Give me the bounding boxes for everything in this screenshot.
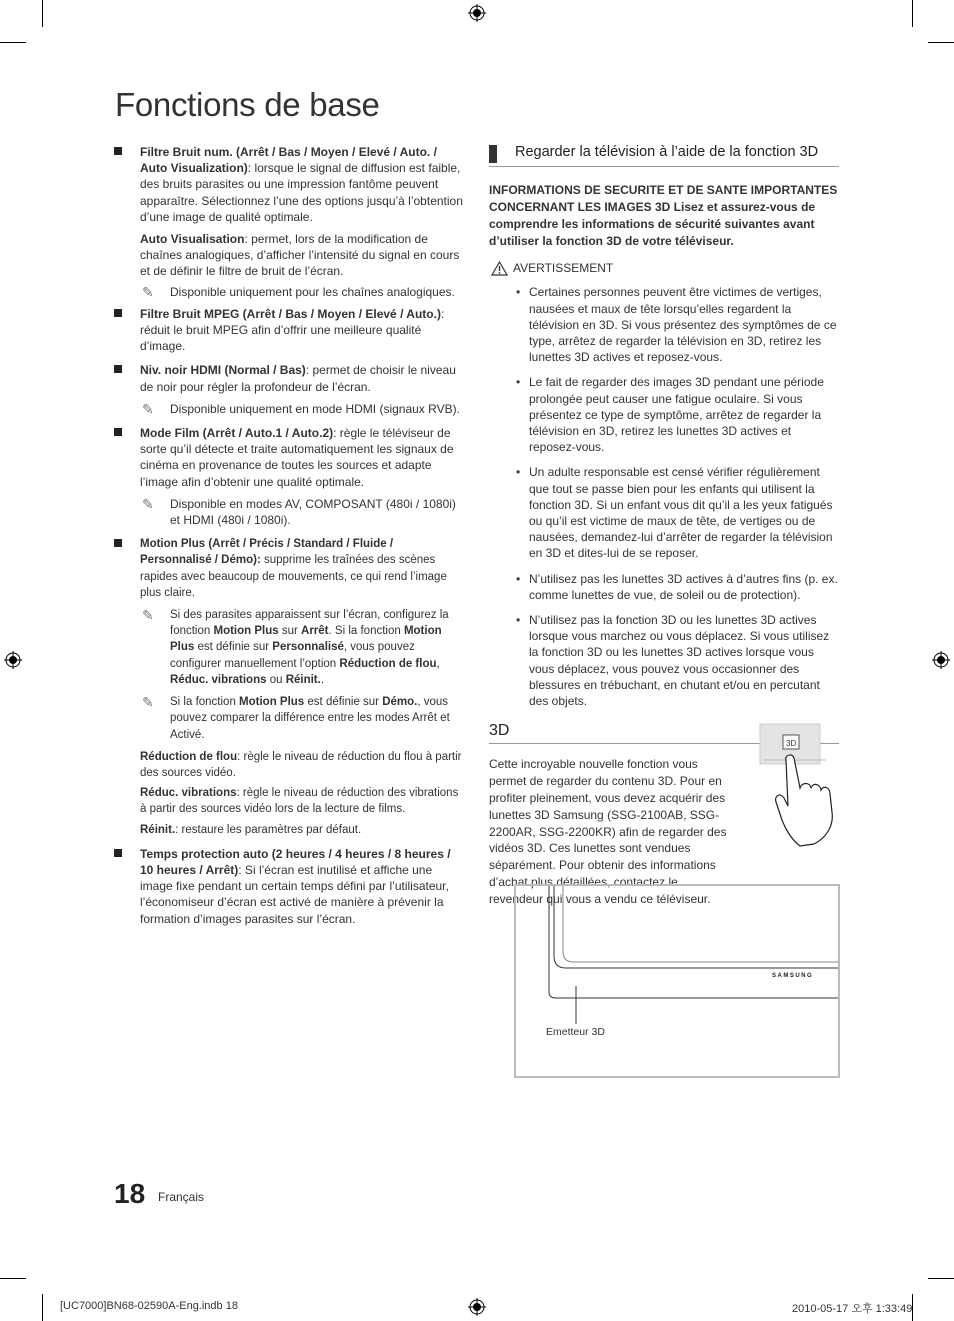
note-keyword: Arrêt <box>301 625 329 638</box>
list-item <box>114 425 466 490</box>
list-item <box>489 284 839 365</box>
option-description: : restaure les paramètres par défaut. <box>175 823 362 836</box>
bullet-dot-icon: • <box>516 571 521 586</box>
note-keyword: Personnalisé <box>272 641 344 654</box>
footer-file: [UC7000]BN68-02590A-Eng.indb 18 <box>60 1300 238 1312</box>
sub-paragraph <box>114 749 466 781</box>
list-item <box>114 144 466 225</box>
option-name: Filtre Bruit num. (Arrêt / Bas / Moyen / Elevé / Auto. / Auto Visualization) <box>140 145 437 176</box>
crop-mark <box>912 0 913 27</box>
list-item <box>114 536 466 601</box>
bullet-text: Le fait de regarder des images 3D pendant une période prolongée peut causer une fatigue oculaire. Si vous présentez ce type de symptôme, arrêtez de regarder la télévision en 3D, retirez les lunettes 3D actives et reposez-vous. <box>529 375 824 455</box>
section-bar <box>489 145 497 163</box>
note-keyword: Motion Plus <box>239 696 305 709</box>
option-description: : règle le niveau de réduction des vibrations à partir des sources vidéo lors de la lecture de films. <box>140 787 459 816</box>
crop-mark <box>42 1294 43 1321</box>
bullet-square-icon <box>114 147 122 155</box>
note-text: est définie sur <box>304 696 383 709</box>
note-pencil-icon: ✎ <box>142 495 154 512</box>
list-item <box>489 374 839 455</box>
page-language: Français <box>158 1190 205 1204</box>
option-description: : permet, lors de la modification de chaînes analogiques, d’afficher l’intensité du signal en cours et de définir le filtre de bruit de l’écran. <box>140 232 460 279</box>
option-name: Temps protection auto (2 heures / 4 heures / 8 heures / 10 heures / Arrêt) <box>140 846 451 877</box>
list-item <box>489 571 839 603</box>
note-text: . <box>320 673 325 686</box>
note-text: , vous pouvez configurer manuellement l’option <box>170 641 415 670</box>
option-name: Réduc. vibrations <box>140 787 237 800</box>
samsung-logo: SAMSUNG <box>772 973 814 979</box>
footer-timestamp: 2010-05-17 오후 1:33:49 <box>792 1303 913 1315</box>
note-text: Si des parasites apparaissent sur l’écran, configurez la fonction <box>170 609 449 638</box>
bullet-dot-icon: • <box>516 465 521 480</box>
note-pencil-icon: ✎ <box>142 694 154 711</box>
bullet-text: N’utilisez pas la fonction 3D ou les lunettes 3D actives lorsque vous marchez ou vous déplacez. Si vous utilisez la fonction 3D ou les lunettes 3D actives lorsque vous vous déplacez, vous pouvez vous occasionner des blessures en trébuchant, en chutant et/ou en percutant des objets. <box>529 613 830 709</box>
option-description: : lorsque le signal de diffusion est faible, des bruits parasites ou une impression fantôme peuvent apparaître. Sélectionnez l’une des options jusqu’à l’obtention d’une image de qualité optimale. <box>140 161 463 224</box>
note-text: , vous pouvez comparer la différence entre les modes Arrêt et Activé. <box>170 696 450 741</box>
page-number: 18 <box>114 1178 146 1209</box>
note-pencil-icon: ✎ <box>142 283 154 300</box>
note-pencil-icon: ✎ <box>142 607 154 624</box>
option-name: Réduction de flou <box>140 750 238 763</box>
note-text: Disponible uniquement pour les chaînes analogiques. <box>170 284 455 299</box>
option-description: : permet de choisir le niveau de noir pour régler la profondeur de l’écran. <box>140 363 456 394</box>
bullet-dot-icon: • <box>516 285 521 300</box>
subsection-title: 3D <box>489 723 839 744</box>
list-item <box>114 846 466 927</box>
note-text: ou <box>266 673 286 686</box>
crop-mark <box>0 42 26 43</box>
registration-mark-icon <box>932 651 950 669</box>
option-name: Motion Plus (Arrêt / Précis / Standard / Fluide / Personnalisé / Démo): <box>140 538 394 567</box>
left-column <box>114 144 466 933</box>
sub-paragraph <box>114 231 466 280</box>
note-keyword: Réduc. vibrations <box>170 673 267 686</box>
crop-mark <box>42 0 43 27</box>
bullet-dot-icon: • <box>516 375 521 390</box>
sub-paragraph <box>114 822 466 838</box>
page-title: Fonctions de base <box>115 86 380 123</box>
option-name: Auto Visualisation <box>140 232 245 247</box>
note <box>114 607 466 688</box>
bullet-square-icon <box>114 539 122 547</box>
note-text: Si la fonction <box>170 696 240 709</box>
crop-mark <box>928 1278 954 1279</box>
note <box>114 284 466 300</box>
bullet-square-icon <box>114 309 122 317</box>
section-heading <box>489 144 839 167</box>
note-text: . Si la fonction <box>328 625 404 638</box>
3d-button-press-illustration <box>756 722 842 848</box>
crop-mark <box>0 1278 26 1279</box>
note-text: est définie sur <box>194 641 273 654</box>
option-name: Niv. noir HDMI (Normal / Bas) <box>140 363 306 378</box>
3d-description: Cette incroyable nouvelle fonction vous permet de regarder du contenu 3D. Pour en profiter pleinement, vous devez acquérir des lunettes 3D Samsung (SSG-2100AB, SSG-2200AR, SSG-2200KR) afin de regarder des vidéos 3D. Ces lunettes sont vendues séparément. Pour obtenir des informations d’achat plus détaillées, contactez le revendeur qui vous a vendu ce téléviseur. <box>489 757 727 906</box>
bullet-square-icon <box>114 428 122 436</box>
note-keyword: Démo. <box>382 696 418 709</box>
list-item <box>114 362 466 394</box>
note-keyword: Réduction de flou <box>339 657 437 670</box>
option-description: supprime les traînées des scènes rapides avec beaucoup de mouvements, ce qui rend l’image plus claire. <box>140 554 447 599</box>
registration-mark-icon <box>4 651 22 669</box>
list-item <box>114 306 466 355</box>
tv-illustration <box>514 884 840 1078</box>
note-keyword: Motion Plus <box>213 625 279 638</box>
option-description: : règle le niveau de réduction du flou à partir des sources vidéo. <box>140 750 462 779</box>
note-pencil-icon: ✎ <box>142 400 154 417</box>
registration-mark-icon <box>468 4 486 22</box>
list-item <box>489 612 839 709</box>
note <box>114 496 466 528</box>
option-description: : Si l’écran est inutilisé et affiche une image fixe pendant un certain temps défini par l’utilisateur, l’économiseur d’écran est activé de manière à prévenir la formation d’images parasites sur l’écran. <box>140 862 449 926</box>
note <box>114 694 466 743</box>
crop-mark <box>928 42 954 43</box>
bullet-text: Un adulte responsable est censé vérifier régulièrement que tout se passe bien pour les enfants qui utilisent la fonction 3D. Si un enfant vous dit qu’il a les yeux fatigués ou qu’il est victime de maux de tête, de vertiges ou de nausées, demandez-lui d’arrêter de regarder la télévision en 3D et dites-lui de se reposer. <box>529 465 833 561</box>
safety-info: INFORMATIONS DE SECURITE ET DE SANTE IMPORTANTES CONCERNANT LES IMAGES 3D Lisez et assurez-vous de comprendre les informations de sécurité suivantes avant d’utiliser la fonction 3D de votre téléviseur. <box>489 183 838 249</box>
sub-paragraph <box>114 785 466 817</box>
section-title: Regarder la télévision à l’aide de la fonction 3D <box>515 144 819 160</box>
note-text: , <box>436 657 440 670</box>
note <box>114 401 466 417</box>
emitter-label: Emetteur 3D <box>546 1026 605 1038</box>
warning-triangle-icon <box>491 261 508 276</box>
option-name: Réinit. <box>140 823 176 836</box>
bullet-dot-icon: • <box>516 613 521 628</box>
note-text: sur <box>278 625 302 638</box>
svg-text:3D: 3D <box>786 739 797 748</box>
option-description: : règle le téléviseur de sorte qu’il détecte et traite automatiquement les signaux de cinéma en provenance de toutes les sources et adapte l’image afin d’obtenir une qualité optimale. <box>140 426 454 489</box>
option-name: Filtre Bruit MPEG (Arrêt / Bas / Moyen / Elevé / Auto.) <box>140 306 441 321</box>
bullet-text: Certaines personnes peuvent être victimes de vertiges, nausées et maux de tête lorsqu’elles regardent la télévision en 3D. Si vous présentez des symptômes de ce type, arrêtez de regarder la télévision en 3D, retirez les lunettes 3D actives et reposez-vous. <box>529 285 837 365</box>
option-description: : réduit le bruit MPEG afin d’offrir une meilleure qualité d’image. <box>140 306 445 354</box>
tv-frame-illustration <box>516 886 838 1076</box>
warning-label: AVERTISSEMENT <box>513 261 614 276</box>
bullet-text: N’utilisez pas les lunettes 3D actives à d’autres fins (p. ex. comme lunettes de vue, de soleil ou de protection). <box>529 571 838 602</box>
bullet-square-icon <box>114 849 122 857</box>
note-keyword: Réinit. <box>285 673 321 686</box>
bullet-square-icon <box>114 365 122 373</box>
option-name: Mode Film (Arrêt / Auto.1 / Auto.2) <box>140 426 334 441</box>
list-item <box>489 464 839 561</box>
note-text: Disponible en modes AV, COMPOSANT (480i / 1080i) et HDMI (480i / 1080i). <box>170 496 456 528</box>
note-text: Disponible uniquement en mode HDMI (signaux RVB). <box>170 401 460 416</box>
warning-heading <box>489 260 839 276</box>
registration-mark-icon <box>468 1298 486 1316</box>
note-keyword: Motion Plus <box>170 625 442 654</box>
